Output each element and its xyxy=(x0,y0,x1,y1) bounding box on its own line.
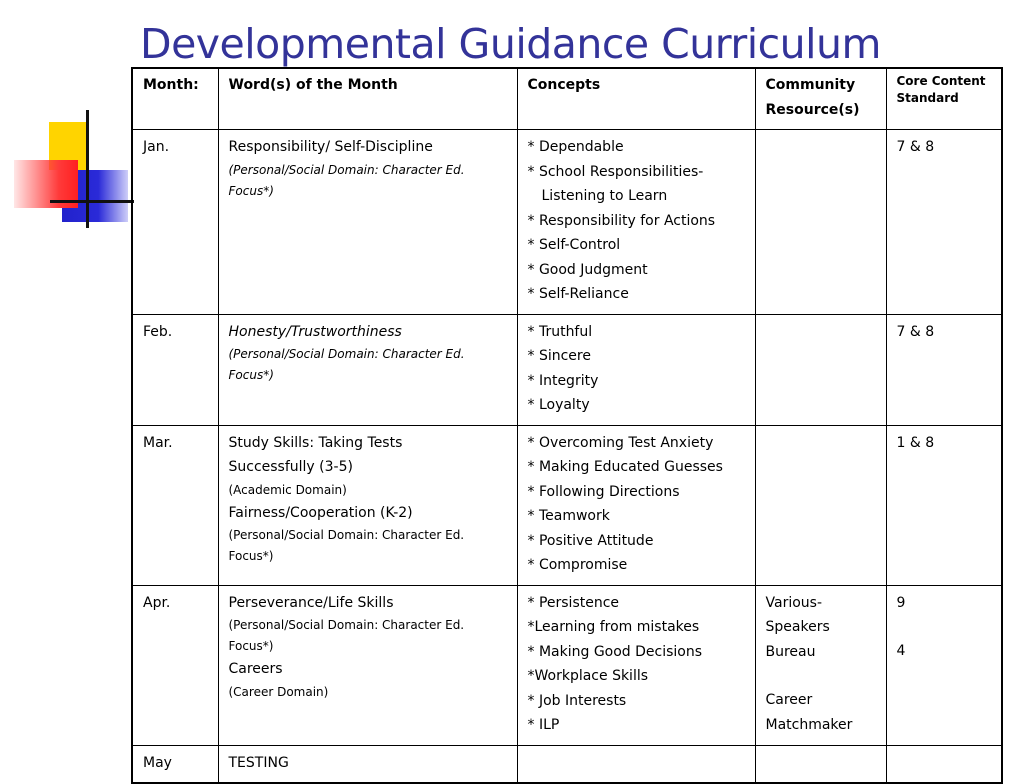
word-title-secondary: Careers xyxy=(228,661,283,677)
cell-month: Feb. xyxy=(132,314,218,425)
cell-words xyxy=(218,314,517,425)
header-community xyxy=(755,68,886,130)
cell-concepts xyxy=(517,425,755,585)
table-row xyxy=(132,425,1002,585)
concept-item: * ILP xyxy=(527,717,560,733)
cell-month: Mar. xyxy=(132,425,218,585)
cell-community xyxy=(755,425,886,585)
concept-item: * Integrity xyxy=(527,372,599,389)
word-title: Responsibility/ Self-Discipline xyxy=(228,139,433,155)
slide-title: Developmental Guidance Curriculum xyxy=(140,20,881,68)
word-title: Perseverance/Life Skills xyxy=(228,594,394,611)
community-item: Matchmaker xyxy=(765,716,853,733)
word-note: (Personal/Social Domain: Character Ed. xyxy=(228,162,465,177)
word-title: Study Skills: Taking Tests xyxy=(228,434,403,451)
community-item: Various- xyxy=(765,594,822,611)
concept-item: * Making Educated Guesses xyxy=(527,459,723,475)
concept-item: * Sincere xyxy=(527,348,591,364)
concept-item: * Job Interests xyxy=(527,692,627,709)
cell-concepts xyxy=(517,745,755,783)
standard-value: 9 xyxy=(896,594,906,611)
word-note: Focus*) xyxy=(228,549,274,563)
cell-standard xyxy=(886,585,1002,745)
cell-standard: 7 & 8 xyxy=(886,314,1002,425)
community-item: Bureau xyxy=(765,643,816,660)
table-row xyxy=(132,130,1002,315)
header-words: Word(s) of the Month xyxy=(218,68,517,130)
concept-item: * Loyalty xyxy=(527,397,590,413)
concept-item: * Self-Reliance xyxy=(527,286,629,302)
concept-item: * Compromise xyxy=(527,557,628,573)
concept-item: Listening to Learn xyxy=(541,188,668,204)
word-note: (Career Domain) xyxy=(228,684,329,699)
word-note: (Personal/Social Domain: Character Ed. xyxy=(228,528,465,542)
cell-concepts xyxy=(517,585,755,745)
decorative-logo xyxy=(0,0,140,240)
word-note: Focus*) xyxy=(228,639,274,653)
standard-value: 4 xyxy=(896,643,906,659)
table-row xyxy=(132,585,1002,745)
header-community-line1: Community xyxy=(765,77,856,93)
community-spacer xyxy=(766,664,876,688)
logo-horizontal-line xyxy=(50,200,134,203)
concept-item: * Following Directions xyxy=(527,483,680,500)
table-row xyxy=(132,314,1002,425)
concept-item: * Teamwork xyxy=(527,508,610,524)
cell-community xyxy=(755,585,886,745)
concept-item: * School Responsibilities- xyxy=(527,163,704,180)
logo-vertical-line xyxy=(86,110,89,228)
concept-item: * Truthful xyxy=(527,323,593,340)
header-standard-line2: Standard xyxy=(896,91,959,105)
concept-item: * Overcoming Test Anxiety xyxy=(527,434,714,451)
cell-words: TESTING xyxy=(218,745,517,783)
cell-concepts xyxy=(517,130,755,315)
table-header-row xyxy=(132,68,1002,130)
header-standard-line1: Core Content xyxy=(896,74,986,88)
cell-community xyxy=(755,745,886,783)
cell-standard xyxy=(886,745,1002,783)
cell-community xyxy=(755,314,886,425)
concept-item: * Responsibility for Actions xyxy=(527,212,716,229)
concept-item: * Persistence xyxy=(527,594,620,611)
cell-standard: 7 & 8 xyxy=(886,130,1002,315)
community-item: Career xyxy=(765,692,813,708)
community-item: Speakers xyxy=(765,619,830,635)
concept-item: *Learning from mistakes xyxy=(527,619,700,635)
word-note: (Personal/Social Domain: Character Ed. xyxy=(228,618,465,632)
word-note: Focus*) xyxy=(228,183,274,198)
cell-month: May xyxy=(132,745,218,783)
concept-item: * Dependable xyxy=(527,139,624,155)
word-note: (Academic Domain) xyxy=(228,482,347,497)
word-note: Focus*) xyxy=(228,368,274,382)
word-title: Honesty/Trustworthiness xyxy=(228,323,402,340)
standard-spacer xyxy=(897,615,992,639)
cell-month: Apr. xyxy=(132,585,218,745)
cell-standard: 1 & 8 xyxy=(886,425,1002,585)
header-standard xyxy=(886,68,1002,130)
concept-item: * Good Judgment xyxy=(527,261,648,278)
cell-community xyxy=(755,130,886,315)
concept-item: *Workplace Skills xyxy=(527,668,649,684)
header-month: Month: xyxy=(132,68,218,130)
cell-words xyxy=(218,585,517,745)
concept-item: * Positive Attitude xyxy=(527,532,654,549)
cell-words xyxy=(218,130,517,315)
word-note: (Personal/Social Domain: Character Ed. xyxy=(228,347,465,361)
word-title: Successfully (3-5) xyxy=(228,459,353,475)
cell-month: Jan. xyxy=(132,130,218,315)
concept-item: * Self-Control xyxy=(527,237,621,253)
word-title-secondary: Fairness/Cooperation (K-2) xyxy=(228,504,413,521)
curriculum-table xyxy=(131,67,1003,784)
concept-item: * Making Good Decisions xyxy=(527,643,703,660)
header-concepts: Concepts xyxy=(517,68,755,130)
table-row xyxy=(132,745,1002,783)
cell-words xyxy=(218,425,517,585)
cell-concepts xyxy=(517,314,755,425)
header-community-line2: Resource(s) xyxy=(765,101,860,118)
